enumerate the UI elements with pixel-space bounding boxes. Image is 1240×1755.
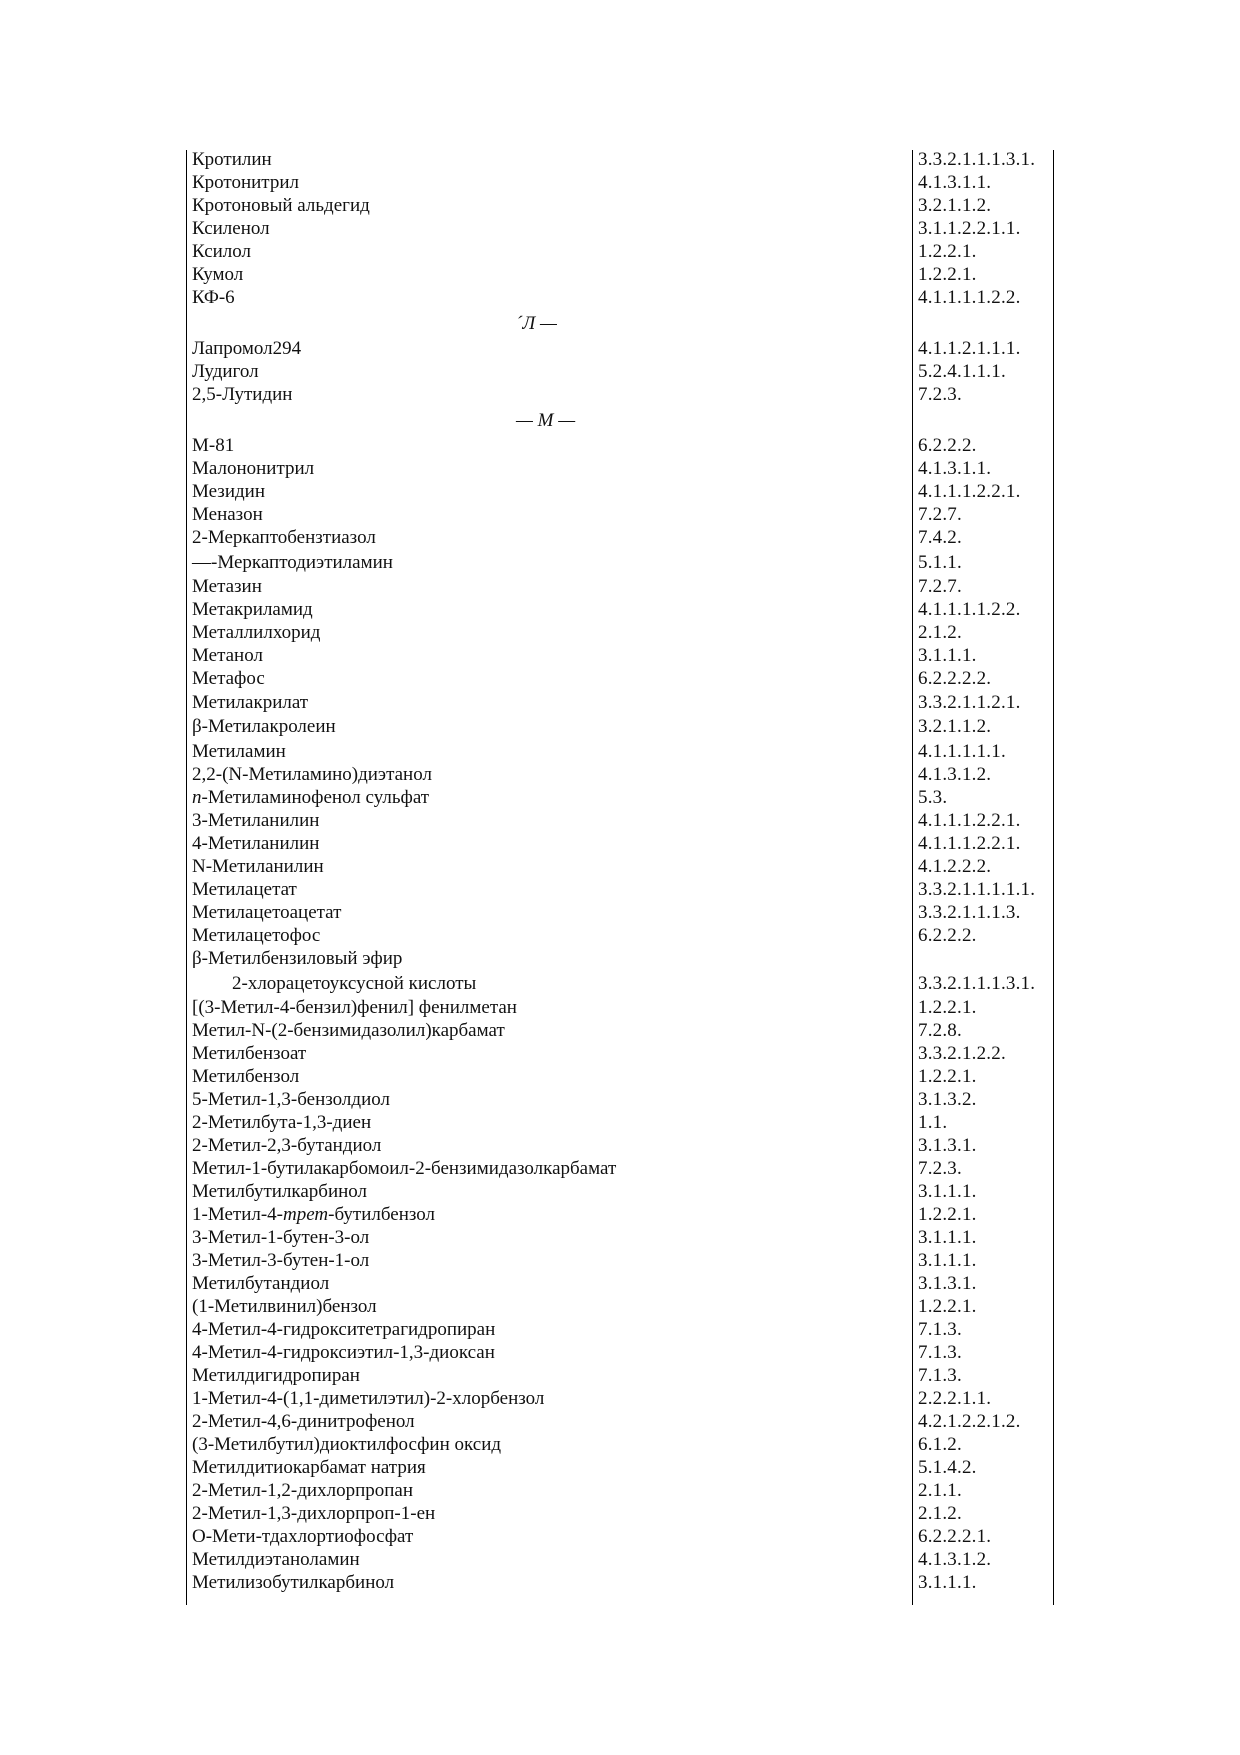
compound-name: 4-Метил-4-гидроксиэтил-1,3-диоксан [192,1342,495,1363]
compound-name: Метилбензол [192,1066,300,1087]
section-code: 4.1.1.1.2.2.1. [918,810,1021,831]
compound-name: Метанол [192,645,263,666]
index-row [186,810,1066,832]
index-row [186,1549,1066,1571]
section-code: 4.1.1.1.2.2.1. [918,833,1021,854]
section-code: 3.1.1.1. [918,645,977,666]
section-code: 3.1.1.2.2.1.1. [918,218,1021,239]
section-code: 3.3.2.1.1.1.3.1. [918,973,1036,994]
compound-name: Метилацетофос [192,925,321,946]
index-row [186,1250,1066,1272]
compound-name: (1-Метилвинил)бензол [192,1296,377,1317]
section-code: 3.1.1.1. [918,1250,977,1271]
index-row [186,287,1066,309]
index-row [186,787,1066,809]
section-code: 2.2.2.1.1. [918,1388,992,1409]
index-row [186,552,1066,574]
section-code: 7.1.3. [918,1365,962,1386]
index-row [186,716,1066,738]
index-row [186,925,1066,947]
section-code: 1.2.2.1. [918,241,977,262]
compound-name: Метил-N-(2-бензимидазолил)карбамат [192,1020,505,1041]
index-row [186,1181,1066,1203]
section-code: 4.1.1.1.1.1. [918,741,1006,762]
section-code: 4.1.3.1.1. [918,172,992,193]
compound-name: 2-Метилбута-1,3-диен [192,1112,372,1133]
index-row [186,384,1066,406]
section-code: 2.1.2. [918,1503,962,1524]
index-row [186,1089,1066,1111]
index-row [186,458,1066,480]
section-code: 4.1.1.1.1.2.2. [918,287,1021,308]
index-row [186,172,1066,194]
section-code: 7.2.7. [918,576,962,597]
section-code: 3.2.1.1.2. [918,195,992,216]
compound-name: Метилизобутилкарбинол [192,1572,395,1593]
compound-name: Метилацетат [192,879,297,900]
compound-name: n-Метиламинофенол сульфат [192,787,430,808]
index-row [186,1319,1066,1341]
section-letter: ´Л — [516,313,557,334]
index-row [186,1457,1066,1479]
section-code: 6.2.2.2. [918,435,977,456]
index-row [186,599,1066,621]
section-code: 7.2.3. [918,384,962,405]
section-code: 1.2.2.1. [918,264,977,285]
index-row [186,338,1066,360]
compound-name: [(3-Метил-4-бензил)фенил] фенилметан [192,997,517,1018]
section-code: 3.1.3.1. [918,1135,977,1156]
compound-name: Метакриламид [192,599,313,620]
compound-name: 2-Метил-1,2-дихлорпропан [192,1480,414,1501]
index-row [186,833,1066,855]
index-row [186,1365,1066,1387]
compound-name: Метилакрилат [192,692,309,713]
compound-name: (3-Метилбутил)диоктилфосфин оксид [192,1434,502,1455]
compound-name: 3-Метиланилин [192,810,320,831]
compound-name: Меназон [192,504,263,525]
compound-name: β-Метилакролеин [192,716,336,737]
section-code: 7.2.7. [918,504,962,525]
section-code: 7.1.3. [918,1342,962,1363]
index-row [186,645,1066,667]
index-row [186,264,1066,286]
section-code: 7.2.3. [918,1158,962,1179]
compound-name: Метазин [192,576,262,597]
section-code: 1.2.2.1. [918,1204,977,1225]
compound-name: 2-Метил-4,6-динитрофенол [192,1411,415,1432]
index-row [186,241,1066,263]
index-row [186,764,1066,786]
index-row [186,1066,1066,1088]
index-row [186,1388,1066,1410]
index-row [186,149,1066,171]
section-code: 3.1.3.2. [918,1089,977,1110]
index-row [186,1043,1066,1065]
section-code: 4.1.2.2.2. [918,856,992,877]
section-code: 1.1. [918,1112,948,1133]
section-letter: — М — [516,410,576,431]
section-code: 5.3. [918,787,948,808]
compound-name: КФ-6 [192,287,235,308]
compound-name: Кумол [192,264,244,285]
index-row [186,879,1066,901]
section-code: 4.1.1.1.2.2.1. [918,481,1021,502]
section-code: 7.1.3. [918,1319,962,1340]
index-row [186,1411,1066,1433]
section-code: 3.3.2.1.1.1.3. [918,902,1021,923]
index-row [186,1503,1066,1525]
compound-name: N-Метиланилин [192,856,324,877]
index-row [186,741,1066,763]
index-row [186,1204,1066,1226]
compound-name: β-Метилбензиловый эфир [192,948,403,969]
section-code: 4.1.1.1.1.2.2. [918,599,1021,620]
section-code: 6.2.2.2.2. [918,668,992,689]
compound-name: Метилбутилкарбинол [192,1181,368,1202]
index-row [186,973,1066,995]
compound-name: Метилбутандиол [192,1273,330,1294]
section-code: 4.1.3.1.2. [918,1549,992,1570]
index-row [186,1273,1066,1295]
section-code: 3.3.2.1.1.1.3.1. [918,149,1036,170]
section-code: 1.2.2.1. [918,1066,977,1087]
index-row [186,1572,1066,1594]
compound-name: 2-Метил-2,3-бутандиол [192,1135,382,1156]
index-row [186,361,1066,383]
compound-name: 1-Метил-4-трет-бутилбензол [192,1204,436,1225]
section-code: 3.1.1.1. [918,1572,977,1593]
compound-name: Метилбензоат [192,1043,307,1064]
section-code: 2.1.2. [918,622,962,643]
compound-name: 2,5-Лутидин [192,384,293,405]
index-row [186,902,1066,924]
compound-name: Металлилхорид [192,622,321,643]
compound-name: О-Мети-тдахлортиофосфат [192,1526,414,1547]
index-row [186,692,1066,714]
index-row [186,576,1066,598]
compound-name: Лапромол294 [192,338,302,359]
section-heading [186,410,1066,432]
compound-name: Метилдитиокарбамат натрия [192,1457,426,1478]
compound-name: Малононитрил [192,458,315,479]
compound-name: 2-Меркаптобензтиазол [192,527,376,548]
section-code: 3.1.1.1. [918,1181,977,1202]
index-row [186,1158,1066,1180]
index-row [186,435,1066,457]
compound-name: Кротонитрил [192,172,299,193]
section-code: 5.1.1. [918,552,962,573]
section-code: 7.4.2. [918,527,962,548]
section-code: 4.1.3.1.2. [918,764,992,785]
compound-name: Лудигол [192,361,259,382]
section-code: 1.2.2.1. [918,997,977,1018]
index-row [186,1526,1066,1548]
index-row [186,504,1066,526]
index-row [186,668,1066,690]
section-code: 6.1.2. [918,1434,962,1455]
index-row [186,218,1066,240]
section-code: 3.3.2.1.2.2. [918,1043,1006,1064]
index-row [186,997,1066,1019]
compound-name: Кротилин [192,149,272,170]
compound-name: 4-Метил-4-гидрокситетрагидропиран [192,1319,496,1340]
compound-name: Ксилол [192,241,252,262]
index-row [186,1342,1066,1364]
section-code: 4.2.1.2.2.1.2. [918,1411,1021,1432]
index-row [186,195,1066,217]
compound-name: Метилацетоацетат [192,902,342,923]
section-code: 3.1.1.1. [918,1227,977,1248]
index-row [186,1434,1066,1456]
compound-name: —-Меркаптодиэтиламин [192,552,393,573]
compound-name: 2,2-(N-Метиламино)диэтанол [192,764,432,785]
compound-name: Метилдиэтаноламин [192,1549,360,1570]
compound-name: 3-Метил-3-бутен-1-ол [192,1250,370,1271]
index-row [186,622,1066,644]
section-code: 1.2.2.1. [918,1296,977,1317]
compound-name: 1-Метил-4-(1,1-диметилэтил)-2-хлорбензол [192,1388,545,1409]
compound-name: Ксиленол [192,218,270,239]
compound-name: Мезидин [192,481,265,502]
compound-name: 4-Метиланилин [192,833,320,854]
section-code: 2.1.1. [918,1480,962,1501]
section-code: 3.3.2.1.1.2.1. [918,692,1021,713]
section-code: 7.2.8. [918,1020,962,1041]
index-row [186,948,1066,970]
compound-name: Метил-1-бутилакарбомоил-2-бензимидазолкарбамат [192,1158,617,1179]
compound-name: Метиламин [192,741,286,762]
section-code: 5.1.4.2. [918,1457,977,1478]
compound-name: 2-Метил-1,3-дихлорпроп-1-ен [192,1503,436,1524]
index-row [186,481,1066,503]
index-row [186,1480,1066,1502]
index-row [186,527,1066,549]
section-code: 3.2.1.1.2. [918,716,992,737]
section-code: 6.2.2.2.1. [918,1526,992,1547]
index-row [186,1296,1066,1318]
section-code: 4.1.1.2.1.1.1. [918,338,1021,359]
section-heading [186,313,1066,335]
section-code: 6.2.2.2. [918,925,977,946]
compound-name: 5-Метил-1,3-бензолдиол [192,1089,390,1110]
index-row [186,1112,1066,1134]
compound-name: Кротоновый альдегид [192,195,370,216]
index-row [186,856,1066,878]
section-code: 4.1.3.1.1. [918,458,992,479]
index-row [186,1020,1066,1042]
index-row [186,1227,1066,1249]
compound-name: Метафос [192,668,265,689]
compound-name: 2-хлорацетоуксусной кислоты [232,973,477,994]
section-code: 3.1.3.1. [918,1273,977,1294]
section-code: 3.3.2.1.1.1.1.1. [918,879,1036,900]
compound-name: М-81 [192,435,235,456]
compound-name: Метилдигидропиран [192,1365,360,1386]
index-row [186,1135,1066,1157]
section-code: 5.2.4.1.1.1. [918,361,1006,382]
compound-name: 3-Метил-1-бутен-3-ол [192,1227,370,1248]
